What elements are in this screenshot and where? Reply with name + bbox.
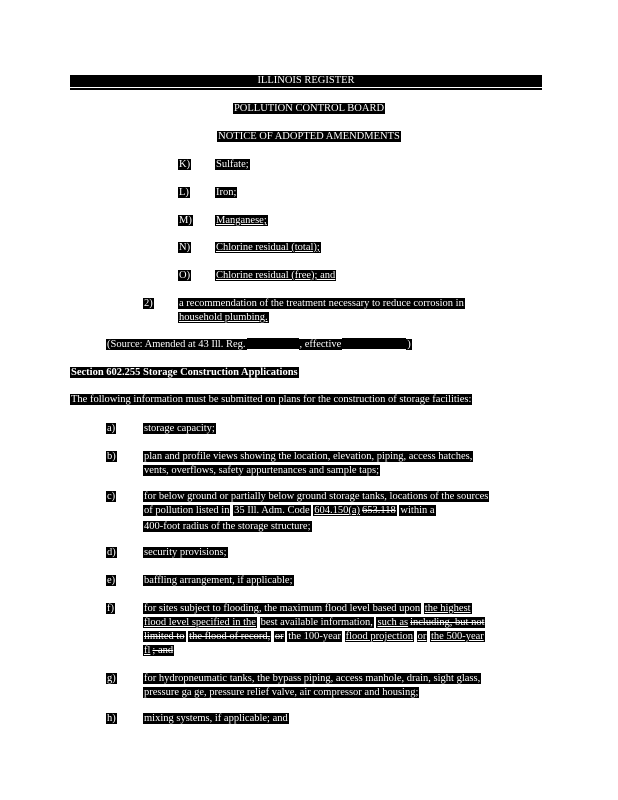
sub-item-text: Chlorine residual (total);	[216, 242, 320, 253]
sub-item-label: O)	[179, 270, 191, 281]
item-d-text: security provisions;	[144, 547, 227, 558]
item-label: f)	[107, 603, 114, 614]
sub-item-text: Manganese;	[216, 215, 267, 226]
item-label: d)	[107, 547, 116, 558]
item-label: 2)	[144, 298, 153, 309]
board-title: POLLUTION CONTROL BOARD	[233, 103, 385, 114]
item-e-text: baffling arrangement, if applicable;	[144, 575, 293, 586]
sub-item-label: N)	[179, 242, 191, 253]
sub-item-text: Iron;	[216, 187, 237, 198]
section-title: Section 602.255 Storage Construction Applications	[71, 367, 298, 378]
board-heading	[0, 102, 618, 115]
register-title: ILLINOIS REGISTER	[257, 75, 355, 86]
item-c-text: for below ground or partially below ground storage tanks, locations of the sources of pollution listed in 35 Ill. Adm. Code 604.150(a) 653.118 within a 400-foot radius of the storage structure;	[144, 491, 489, 532]
item-label: c)	[107, 491, 116, 502]
item-label: a)	[107, 423, 116, 434]
sub-item-text: Chlorine residual (free); and	[216, 270, 336, 281]
notice-title: NOTICE OF ADOPTED AMENDMENTS	[218, 131, 400, 142]
item-h-text: mixing systems, if applicable; and	[144, 713, 288, 724]
sub-item-label: M)	[179, 215, 192, 226]
item-2-text: a recommendation of the treatment necessary to reduce corrosion in household plumbing.	[179, 298, 464, 323]
item-label: h)	[107, 713, 116, 724]
item-a-text: storage capacity;	[144, 423, 215, 434]
header-rule	[70, 88, 542, 90]
section-intro: The following information must be submitted on plans for the construction of storage facilities:	[71, 394, 472, 405]
register-banner	[70, 75, 542, 87]
item-label: b)	[107, 451, 116, 462]
item-f-text: for sites subject to flooding, the maximum flood level based upon the highest flood level specified in the best available information, such as including, but not limited to the flood of record, or the 100-year flood projection or the 500-year fl ; and	[144, 603, 485, 656]
sub-item-label: K)	[179, 159, 191, 170]
item-label: e)	[107, 575, 116, 586]
item-label: g)	[107, 673, 116, 684]
sub-item-label: L)	[179, 187, 189, 198]
notice-heading	[0, 130, 618, 143]
item-g-text: for hydropneumatic tanks, the bypass piping, access manhole, drain, sight glass, pressure ga ge, pressure relief valve, air compressor and housing;	[144, 673, 481, 698]
source-note: (Source: Amended at 43 Ill. Reg. , effective )	[107, 339, 411, 350]
item-b-text: plan and profile views showing the location, elevation, piping, access hatches, vents, overflows, safety appurtenances and sample taps;	[144, 451, 473, 476]
sub-item-text: Sulfate;	[216, 159, 249, 170]
